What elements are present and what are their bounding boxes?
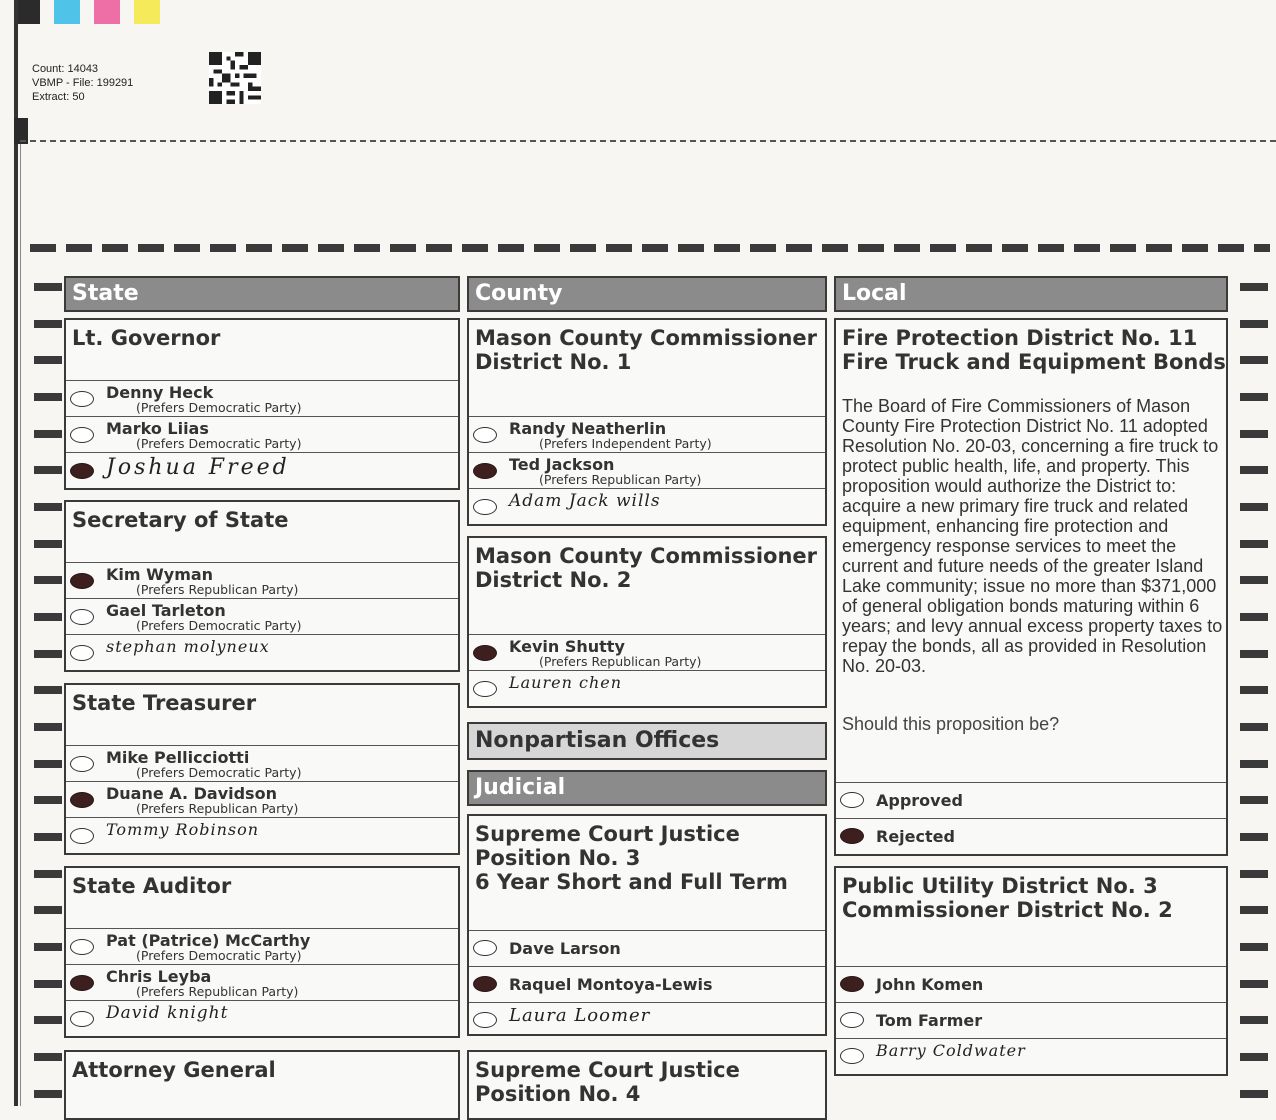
vote-oval-filled[interactable] [473, 463, 497, 479]
candidate-party: (Prefers Democratic Party) [136, 436, 302, 451]
vote-oval[interactable] [70, 828, 94, 844]
write-in-text: Laura Loomer [509, 1005, 651, 1026]
candidate-name: Pat (Patrice) McCarthy [106, 931, 311, 950]
candidate-row[interactable] [66, 562, 458, 599]
write-in-text: David knight [106, 1003, 229, 1023]
candidate-row[interactable] [66, 781, 458, 818]
candidate-row[interactable] [66, 745, 458, 782]
candidate-party: (Prefers Democratic Party) [136, 618, 302, 633]
candidate-party: (Prefers Independent Party) [539, 436, 712, 451]
candidate-name: John Komen [876, 975, 984, 994]
write-in-text: Barry Coldwater [876, 1041, 1026, 1060]
candidate-party: (Prefers Democratic Party) [136, 948, 302, 963]
contest-state-auditor [64, 866, 460, 1038]
contest-title-line2: Position No. 4 [475, 1082, 641, 1106]
candidate-row[interactable] [469, 930, 825, 967]
write-in-row[interactable] [66, 1000, 458, 1037]
vote-oval[interactable] [70, 756, 94, 772]
contest-title: Lt. Governor [72, 326, 221, 350]
extract-text: Extract: 50 [32, 91, 85, 103]
contest-supreme-court-pos3 [467, 814, 827, 1036]
candidate-name: Raquel Montoya-Lewis [509, 975, 713, 994]
candidate-party: (Prefers Democratic Party) [136, 400, 302, 415]
contest-title: Attorney General [72, 1058, 276, 1082]
registration-cyan-swatch [54, 0, 80, 24]
vote-oval[interactable] [70, 609, 94, 625]
candidate-name: Dave Larson [509, 939, 621, 958]
write-in-row[interactable] [469, 670, 825, 707]
candidate-name: Kim Wyman [106, 565, 214, 584]
candidate-name: Mike Pellicciotti [106, 748, 250, 767]
contest-pud-commissioner [834, 866, 1228, 1076]
write-in-text: Lauren chen [509, 673, 623, 692]
ballot-metadata [32, 62, 133, 104]
vbmp-text: VBMP - File: 199291 [32, 77, 134, 89]
measure-title-line2: Fire Truck and Equipment Bonds [842, 350, 1226, 374]
write-in-row[interactable] [66, 634, 458, 671]
write-in-text: Tommy Robinson [106, 820, 260, 839]
vote-oval[interactable] [473, 940, 497, 956]
vote-oval[interactable] [70, 1011, 94, 1027]
candidate-name: Marko Liias [106, 419, 209, 438]
option-label: Approved [876, 791, 963, 810]
candidate-row[interactable] [66, 598, 458, 635]
timing-marks-top [30, 244, 1270, 252]
vote-oval[interactable] [70, 391, 94, 407]
contest-secretary-of-state [64, 500, 460, 672]
left-edge-bar [14, 0, 18, 1106]
contest-commissioner-d2 [467, 536, 827, 708]
contest-title-line1: Supreme Court Justice [475, 1058, 740, 1082]
vote-oval-filled[interactable] [840, 828, 864, 844]
candidate-name: Randy Neatherlin [509, 419, 667, 438]
section-header-nonpartisan: Nonpartisan Offices [467, 722, 827, 760]
vote-oval[interactable] [473, 427, 497, 443]
write-in-row[interactable] [66, 452, 458, 489]
candidate-party: (Prefers Republican Party) [136, 984, 299, 999]
candidate-row[interactable] [836, 1002, 1226, 1039]
candidate-party: (Prefers Republican Party) [539, 654, 702, 669]
vote-oval-filled[interactable] [70, 463, 94, 479]
contest-title-line1: Mason County Commissioner [475, 544, 818, 568]
candidate-row[interactable] [66, 964, 458, 1001]
contest-title: Secretary of State [72, 508, 289, 532]
contest-title-line1: Mason County Commissioner [475, 326, 818, 350]
section-header-local: Local [834, 276, 1228, 312]
vote-oval[interactable] [70, 939, 94, 955]
vote-oval[interactable] [473, 499, 497, 515]
vote-oval-filled[interactable] [70, 792, 94, 808]
contest-title-line2: Position No. 3 [475, 846, 641, 870]
candidate-name: Tom Farmer [876, 1011, 983, 1030]
vote-oval[interactable] [473, 1012, 497, 1028]
contest-title-line1: Public Utility District No. 3 [842, 874, 1158, 898]
candidate-row[interactable] [469, 452, 825, 489]
write-in-text: stephan molyneux [106, 637, 270, 656]
vote-oval-filled[interactable] [840, 976, 864, 992]
vote-oval[interactable] [70, 427, 94, 443]
candidate-party: (Prefers Republican Party) [539, 472, 702, 487]
candidate-party: (Prefers Republican Party) [136, 582, 299, 597]
measure-title-line1: Fire Protection District No. 11 [842, 326, 1198, 350]
registration-magenta-swatch [94, 0, 120, 24]
candidate-name: Chris Leyba [106, 967, 212, 986]
candidate-row[interactable] [66, 380, 458, 417]
candidate-name: Denny Heck [106, 383, 214, 402]
option-label: Rejected [876, 827, 955, 846]
section-header-county: County [467, 276, 827, 312]
candidate-row[interactable] [469, 634, 825, 671]
measure-question: Should this proposition be? [842, 714, 1060, 734]
contest-state-treasurer [64, 683, 460, 855]
candidate-name: Duane A. Davidson [106, 784, 277, 803]
write-in-row[interactable] [66, 817, 458, 854]
candidate-row[interactable] [469, 416, 825, 453]
option-row[interactable] [836, 782, 1226, 819]
vote-oval[interactable] [70, 645, 94, 661]
section-header-judicial: Judicial [467, 770, 827, 806]
contest-lt-governor [64, 318, 460, 490]
contest-title-line2: District No. 1 [475, 350, 632, 374]
contest-title-line2: District No. 2 [475, 568, 632, 592]
vote-oval-filled[interactable] [70, 975, 94, 991]
vote-oval-filled[interactable] [473, 976, 497, 992]
write-in-text: Joshua Freed [106, 455, 290, 480]
vote-oval-filled[interactable] [70, 573, 94, 589]
contest-supreme-court-pos4 [467, 1050, 827, 1120]
section-header-state: State [64, 276, 460, 312]
candidate-row[interactable] [66, 928, 458, 965]
contest-title: State Treasurer [72, 691, 257, 715]
write-in-row[interactable] [469, 488, 825, 525]
candidate-name: Gael Tarleton [106, 601, 226, 620]
vote-oval[interactable] [840, 1012, 864, 1028]
write-in-row[interactable] [469, 1002, 825, 1037]
contest-commissioner-d1 [467, 318, 827, 526]
left-edge-line [20, 130, 21, 1106]
contest-title-line3: 6 Year Short and Full Term [475, 870, 788, 894]
candidate-row[interactable] [469, 966, 825, 1003]
contest-title-line1: Supreme Court Justice [475, 822, 740, 846]
contest-title: State Auditor [72, 874, 232, 898]
registration-yellow-swatch [134, 0, 160, 24]
write-in-row[interactable] [836, 1038, 1226, 1075]
vote-oval-filled[interactable] [473, 645, 497, 661]
perforation-line [20, 140, 1276, 142]
vote-oval[interactable] [840, 792, 864, 808]
count-text: Count: 14043 [32, 63, 99, 75]
candidate-row[interactable] [836, 966, 1226, 1003]
vote-oval[interactable] [840, 1048, 864, 1064]
measure-fire-protection [834, 318, 1228, 856]
candidate-party: (Prefers Republican Party) [136, 801, 299, 816]
candidate-name: Kevin Shutty [509, 637, 625, 656]
write-in-text: Adam Jack wills [509, 491, 661, 511]
candidate-name: Ted Jackson [509, 455, 615, 474]
option-row[interactable] [836, 818, 1226, 855]
contest-title-line2: Commissioner District No. 2 [842, 898, 1173, 922]
contest-attorney-general [64, 1050, 460, 1120]
candidate-row[interactable] [66, 416, 458, 453]
vote-oval[interactable] [473, 681, 497, 697]
measure-text: The Board of Fire Commissioners of Mason County Fire Protection District No. 11 adopted Resolution No. 20-03, concerning a fire truck to protect public health, life, and property. This proposition would authorize the District to: acquire a new primary fire truck and related equipment, enhancing fire protection and emergency response services to meet the current and future needs of the greater Island Lake community; issue no more than $371,000 of general obligation bonds maturing within 6 years; and levy annual excess property taxes to repay the bonds, all as provided in Resolution No. 20-03. [842, 396, 1223, 676]
candidate-party: (Prefers Democratic Party) [136, 765, 302, 780]
qr-code-icon [208, 52, 262, 104]
